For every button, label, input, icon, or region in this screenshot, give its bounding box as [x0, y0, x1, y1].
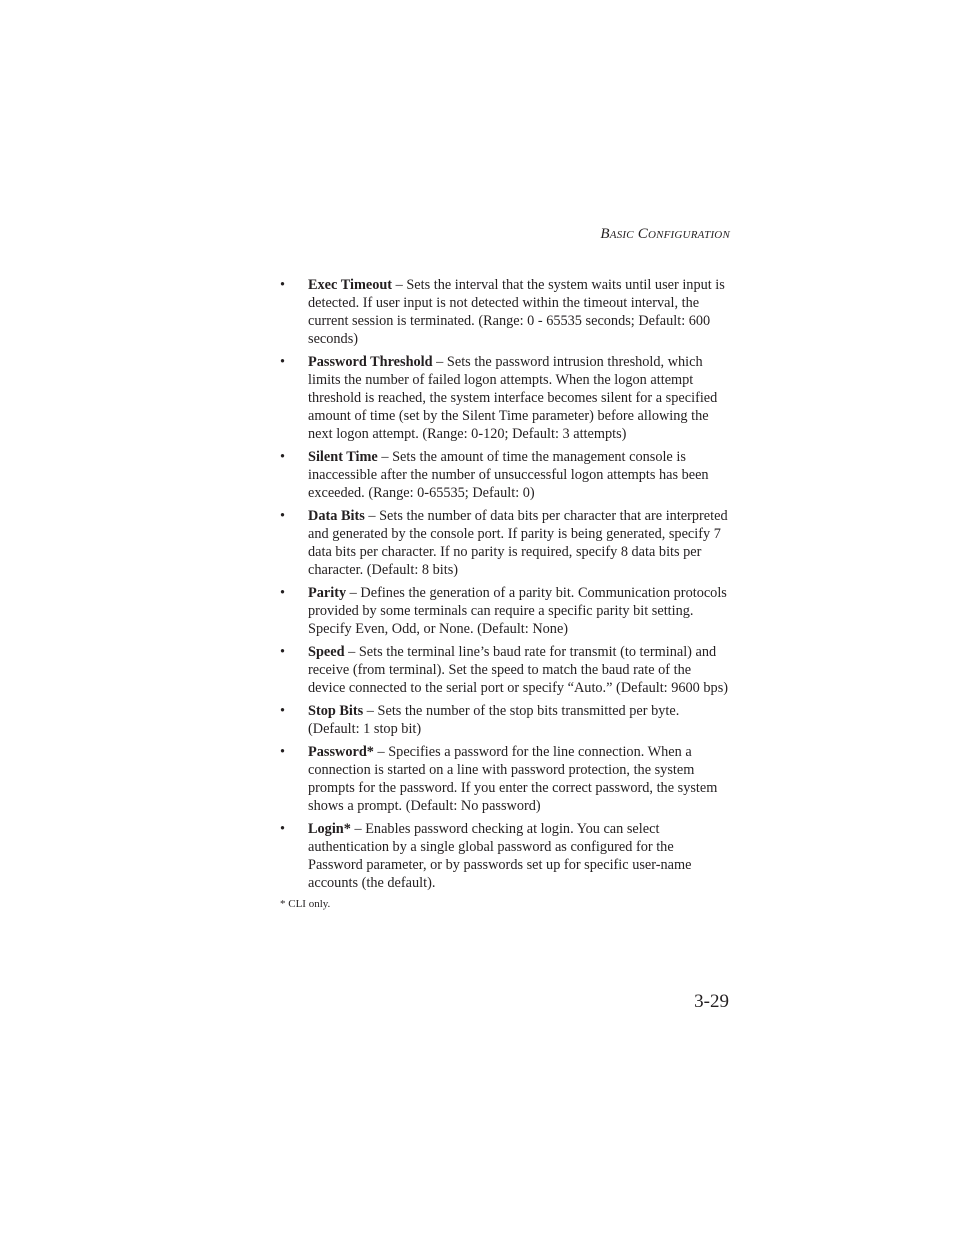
- list-item-parity: [280, 584, 730, 638]
- bullet: •: [280, 449, 286, 465]
- footnote: * CLI only.: [280, 898, 331, 910]
- term: Data Bits: [308, 508, 365, 524]
- list-item-speed: [280, 643, 730, 697]
- bullet: •: [280, 354, 286, 370]
- list-item-password-threshold: [280, 353, 730, 443]
- term: Parity: [308, 585, 347, 601]
- term: Speed: [308, 644, 345, 660]
- list-item-silent-time: [280, 448, 730, 502]
- page-number: 3-29: [694, 991, 729, 1012]
- bullet: •: [280, 703, 286, 719]
- description: – Sets the password intrusion threshold, which limits the number of failed logon attempts. When the logon attempt threshold is reached, the system interface becomes silent for a specified amount of time (set by the Silent Time parameter) before allowing the next logon attempt. (Range: 0-120; Default: 3 attempts): [308, 354, 718, 442]
- description: – Sets the terminal line’s baud rate for transmit (to terminal) and receive (from terminal). Set the speed to match the baud rate of the device connected to the serial port or specify “Auto.” (Default: 9600 bps): [308, 644, 729, 696]
- bullet: •: [280, 821, 286, 837]
- bullet: •: [280, 585, 286, 601]
- term: Password Threshold: [308, 354, 433, 370]
- list-item-data-bits: [280, 507, 730, 579]
- term: Exec Timeout: [308, 277, 393, 293]
- term: Password*: [308, 744, 374, 760]
- bullet: •: [280, 508, 286, 524]
- description: – Sets the interval that the system waits until user input is detected. If user input is not detected within the timeout interval, the current session is terminated. (Range: 0 - 65535 seconds; Default: 600 seconds): [308, 277, 725, 347]
- running-head: Basic Configuration: [600, 226, 730, 242]
- list-item-exec-timeout: [280, 276, 730, 348]
- list-item-login: [280, 820, 730, 892]
- description: – Specifies a password for the line connection. When a connection is started on a line with password protection, the system prompts for the password. If you enter the correct password, the system shows a prompt. (Default: No password): [308, 744, 718, 814]
- bullet: •: [280, 277, 286, 293]
- description: – Sets the number of the stop bits transmitted per byte. (Default: 1 stop bit): [308, 703, 680, 737]
- bullet: •: [280, 644, 286, 660]
- bullet: •: [280, 744, 286, 760]
- description: – Defines the generation of a parity bit. Communication protocols provided by some terminals can require a specific parity bit setting. Specify Even, Odd, or None. (Default: None): [308, 585, 727, 637]
- description: – Sets the amount of time the management console is inaccessible after the number of unsuccessful logon attempts has been exceeded. (Range: 0-65535; Default: 0): [308, 449, 709, 501]
- term: Silent Time: [308, 449, 378, 465]
- description: – Sets the number of data bits per character that are interpreted and generated by the console port. If parity is being generated, specify 7 data bits per character. If no parity is required, specify 8 data bits per character. (Default: 8 bits): [308, 508, 728, 578]
- main-content: [280, 276, 730, 911]
- term: Login*: [308, 821, 351, 837]
- term: Stop Bits: [308, 703, 364, 719]
- parameter-list: [280, 276, 730, 892]
- description: – Enables password checking at login. You can select authentication by a single global password as configured for the Password parameter, or by passwords set up for specific user-name accounts (the default).: [308, 821, 692, 891]
- list-item-stop-bits: [280, 702, 730, 738]
- list-item-password: [280, 743, 730, 815]
